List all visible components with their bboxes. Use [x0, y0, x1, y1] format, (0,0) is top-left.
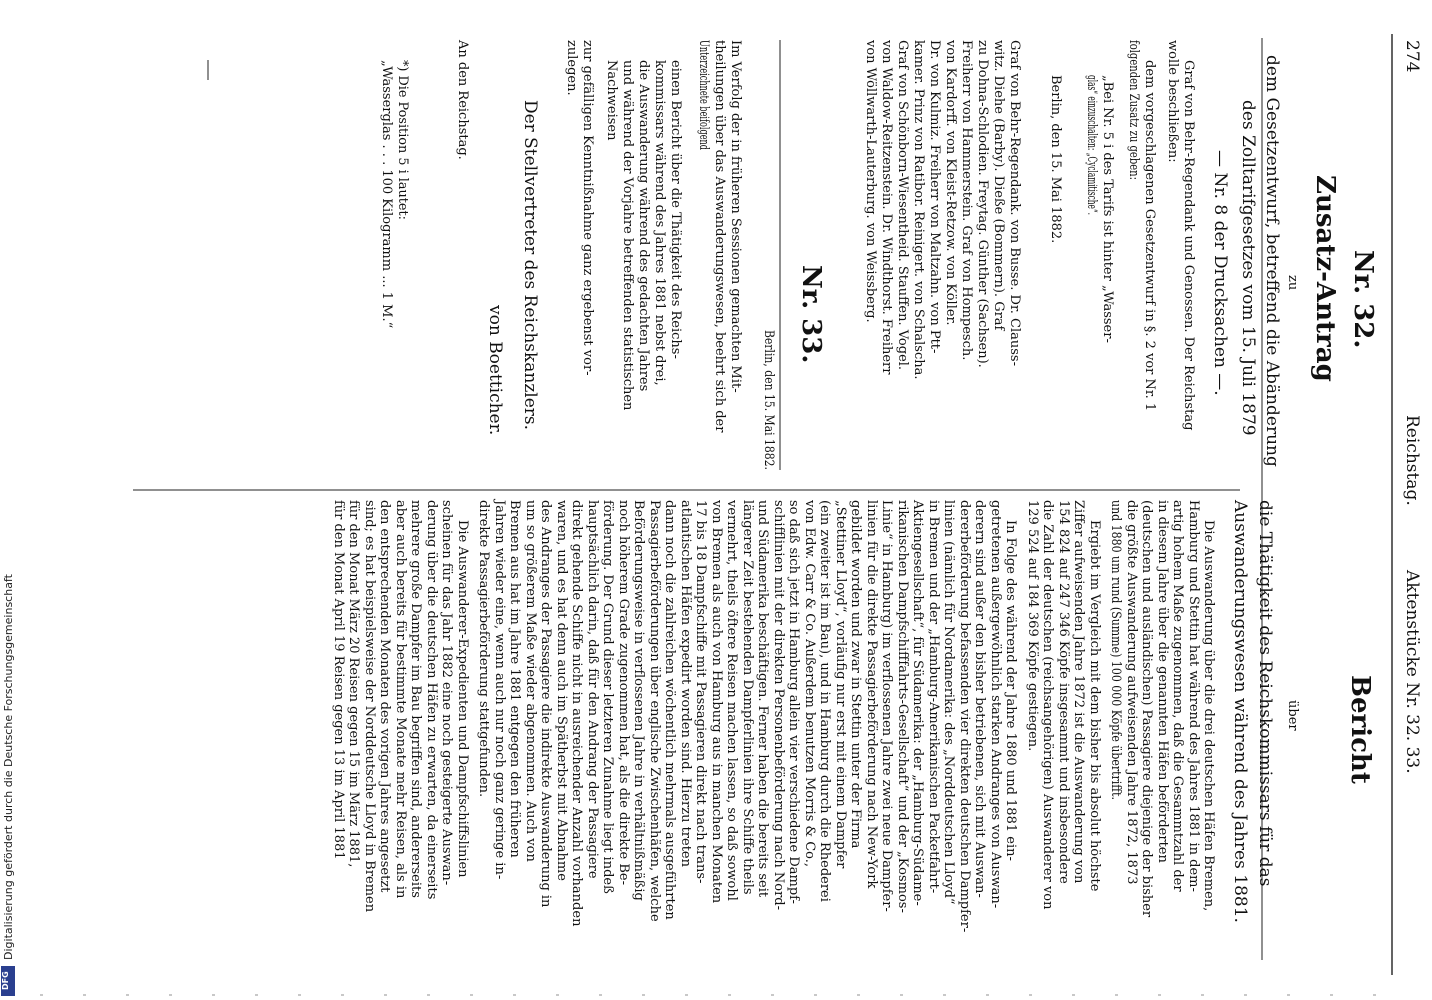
doc32-line: „Bei Nr. 5 i des Tarifs ist hinter „Wasser- — [1100, 75, 1115, 343]
dfg-logo: DFG — [1, 966, 15, 996]
doc32-line: folgenden Zusatz zu geben: — [1126, 40, 1141, 180]
doc32-signer-line: zu Dohna-Schlodien. Freytag. Günther (Sachsen). — [975, 40, 990, 368]
doc32-signer-line: kamer. Prinz von Ratibor. Reinigert. von Schalscha. — [911, 40, 926, 380]
report-line: Beförderungsweise in verflossenen Jahre in verhältnißmäßig — [631, 500, 646, 901]
report-line: rikanischen Dampfschifffahrts-Gesellschaft“ und der „Kosmos- — [894, 500, 910, 913]
doc32-signer-line: Graf von Behr-Regendank. von Busse. Dr. Clauss- — [1007, 40, 1022, 366]
report-line: hauptsächlich darin, daß für den Andrang der Passagiere — [584, 500, 600, 879]
report-subtitle-2: Auswanderungswesen während des Jahres 1881. — [1230, 500, 1250, 923]
doc32-kind: Zusatz-Antrag — [1310, 175, 1340, 382]
report-line: waren, und es hat denn auch im Spätherbst mit Abnahme — [553, 500, 569, 881]
doc33-line: theilungen über das Auswanderungswesen, beehrt sich der — [712, 40, 727, 433]
doc32-subject-1: dem Gesetzentwurf, betreffend die Abänderung — [1262, 55, 1282, 467]
report-line: und Südamerika beschäftigen. Ferner haben die bereits seit — [755, 500, 770, 898]
report-line: aber auch bereits für bestimmte Monate mehr Reisen, als in — [392, 500, 408, 899]
doc32-signer-line: Dr. von Kulmiz. Freiherr von Maltzahn. von Ptt- — [927, 40, 942, 354]
report-line: direkte Passagierbeförderung stattgefunden. — [476, 500, 491, 798]
report-line: (deutschen und ausländischen) Passagiere diejenige der bisher — [1139, 500, 1154, 918]
doc32-line: dem vorgeschlagenen Gesetzentwurf in §. 2 vor Nr. 1 — [1142, 60, 1157, 412]
report-ueber: über — [1285, 700, 1300, 731]
report-line: derern sind außer den bisher betriebenen, sich mit Auswan- — [972, 500, 987, 898]
report-line: Passagierbeförderungen über englische Zwischenhäfen, welche — [646, 500, 662, 922]
report-line: 129 524 auf 184 369 Köpfe gestiegen. — [1024, 500, 1040, 752]
report-line: dann noch die zahlreichen wöchentlich mehrmals ausgeführten — [662, 500, 677, 920]
report-line: (ein zweiter ist im Bau), und in Hamburg durch die Rhederei — [817, 500, 832, 902]
doc33-line: zulegen. — [564, 40, 579, 96]
report-line: förderung. Der Grund dieser letzteren Zunahme liegt indeß — [600, 500, 615, 894]
doc32-subject-2: des Zolltarifgesetzes vom 15. Juli 1879 — [1238, 100, 1258, 436]
report-line: Linie“ in Hamburg) im verflossenen Jahre zwei neue Dampfer- — [879, 500, 894, 912]
report-line: Ziffer aufweisenden Jahre 1872 ist die Auswanderung von — [1071, 500, 1086, 884]
report-line: Die Auswanderung über die drei deutschen Häfen Bremen, — [1201, 520, 1216, 912]
report-line: für den Monat März 20 Reisen gegen 15 im März 1881, — [346, 500, 361, 868]
report-line: derung über die deutschen Häfen zu erwarten, da einerseits — [423, 500, 439, 900]
doc33-number: Nr. 33. — [796, 265, 826, 364]
doc32-date: Berlin, den 15. Mai 1882. — [1048, 75, 1063, 244]
report-line: noch höherem Grade zugenommen hat, als die direkte Be- — [615, 500, 631, 885]
report-line: längerer Zeit bestehenden Dampferlinien ihre Schiffe theils — [739, 500, 755, 895]
report-line: Die Auswanderer-Expedienten und Dampfschiffslinien — [454, 520, 470, 878]
report-line: in diesem Jahre über die genannten Häfen beförderten — [1154, 500, 1170, 863]
report-line: für den Monat April 19 Reisen gegen 13 im April 1881 — [330, 500, 346, 860]
report-line: Hamburg und Stettin hat während des Jahres 1881 in dem- — [1185, 500, 1201, 892]
report-line: dererbeförderung befassenden vier direkten deutschen Dampfer- — [956, 500, 972, 933]
doc32-signer-line: witz. Diehe (Barby). Dieße (Bommern). Graf — [991, 40, 1006, 331]
doc32-signer-line: von Wöllwarth-Lauterburg. von Weissberg. — [863, 40, 878, 323]
report-line: von Edw. Carr & Co. Außerdem benutzen Morris & Co., — [801, 500, 817, 868]
section-heading: Aktenstücke Nr. 32. 33. — [1402, 570, 1422, 774]
doc32-signer-line: von Kardorff. von Kleist-Retzow. von Köller. — [943, 40, 958, 326]
report-line: 17 bis 18 Dampfschiffe mit Passagieren direkt nach trans- — [693, 500, 708, 884]
report-line: linien (nämlich für Nordamerika: des „Norddeutschen Lloyd“ — [941, 500, 956, 905]
doc32-subject-3: — Nr. 8 der Drucksachen —. — [1210, 150, 1230, 396]
report-line: artig hohem Maße zugenommen, daß die Gesammtzahl der — [1170, 500, 1185, 892]
doc33-line: einen Bericht über die Thätigkeit des Reichs- — [668, 60, 683, 359]
report-line: sind; es hat beispielsweise der Norddeutsche Lloyd in Bremen — [361, 500, 377, 913]
doc32-line: glas“ einzuschalten: „Cyclamitische“. — [1084, 75, 1099, 215]
report-title: Bericht — [1345, 675, 1375, 784]
doc32-signer-line: von Waldow-Reitzenstein. Dr. Windthorst. Freiherr — [879, 40, 894, 375]
doc33-line: Unterzeichnete beifolgend — [696, 40, 711, 150]
report-line: die Zahl der deutschen (reichsangehörigen) Auswanderer von — [1040, 500, 1055, 910]
report-line: so daß sich jetzt in Hamburg allein vier verschiedene Dampf- — [786, 500, 801, 904]
doc33-line: Im Verfolg der in früheren Sessionen gemachten Mit- — [728, 40, 743, 393]
running-head: Reichstag. — [1402, 415, 1422, 506]
report-line: von Bremen als auch von Hamburg aus in manchen Monaten — [708, 500, 724, 904]
doc32-zu: zu — [1285, 275, 1300, 291]
report-line: des Andranges der Passagiere die indirekte Auswanderung in — [538, 500, 553, 908]
doc32-signer-line: Graf von Schönborn-Wiesentheid. Stauffen. Vogel. — [895, 40, 910, 371]
digitization-imprint: Digitalisierung gefördert durch die Deutsche Forschungsgemeinschaft — [2, 574, 15, 960]
report-line: getretenen außergewöhnlich starken Andranges von Auswan- — [987, 500, 1003, 909]
footnote-line: *) Die Position 5 i lautet: — [395, 60, 410, 220]
doc32-line: wolle beschließen: — [1165, 40, 1180, 163]
footnote-line: „Wasserglas . . . 100 Kilogramm ... 1 M.“ — [379, 60, 394, 329]
report-line: atlantischen Häfen expedirt worden sind. Hierzu treten — [677, 500, 693, 868]
report-line: schifflinien mit der direkten Personenbeförderung nach Nord- — [770, 500, 786, 910]
report-line: Aktiengesellschaft“, für Südamerika: der „Hamburg-Südame- — [910, 500, 925, 906]
report-line: den entsprechenden Monaten des vorigen Jahres angesetzt — [377, 500, 392, 893]
report-line: Jahren wieder eine, wenn auch nur noch ganz geringe in- — [491, 500, 507, 880]
doc32-signer-line: Freiherr von Hammerstein. Graf von Hompesch. — [959, 40, 974, 361]
doc33-line: zur gefälligen Kenntnißnahme ganz ergebenst vor- — [580, 40, 595, 376]
report-line: Ergiebt im Vergleich mit dem bisher bis absolut höchste — [1086, 520, 1102, 892]
doc33-line: die Auswanderung während des gedachten Jahres — [636, 60, 651, 392]
report-line: in Bremen und der „Hamburg-Amerikanischen Packetfahrt- — [925, 500, 941, 894]
report-line: mehrere große Dampfer im Bau begriffen sind, andererseits — [408, 500, 423, 898]
report-line: die größte Auswanderung aufweisenden Jahre 1872, 1873 — [1123, 500, 1139, 885]
doc33-line: und während der Vorjahre betreffenden statistischen — [620, 60, 635, 411]
report-line: gebildet worden und zwar in Stettin unter der Firma — [848, 500, 863, 849]
doc33-signature-title: Der Stellvertreter des Reichskanzlers. — [520, 100, 540, 430]
report-line: vermehrt, theils öftere Reisen machen lassen, so daß sowohl — [724, 500, 739, 901]
report-subtitle-1: die Thätigkeit des Reichskommissars für das — [1255, 500, 1275, 887]
report-line: Bremen aus hat im Jahre 1881 entgegen den früheren — [507, 500, 522, 858]
report-line: linien für die direkte Passagierbeförderung nach New-York — [863, 500, 879, 889]
report-line: und 1880 um rund (Summe) 100 000 Köpfe übertrifft. — [1108, 500, 1123, 800]
doc33-line: kommissars während des Jahres 1881 nebst drei, — [652, 60, 667, 386]
report-line: In Folge des während der Jahre 1880 und 1881 ein- — [1003, 520, 1018, 861]
report-line: scheinen für das Jahr 1882 eine noch gesteigerte Auswan- — [439, 500, 454, 886]
report-line: „Stettiner Lloyd“, vorläufig nur erst mit einem Dampfer — [832, 500, 848, 869]
doc33-addressee: An den Reichstag. — [455, 40, 470, 160]
report-line: 154 824 auf 247 346 Köpfe insgesammt und insbesondere — [1055, 500, 1071, 884]
doc32-number: Nr. 32. — [1348, 250, 1378, 349]
report-line: direkt gehende Schiffe nicht in ausreichender Anzahl vorhanden — [569, 500, 584, 927]
doc33-line: Nachweisen — [604, 60, 619, 141]
doc33-signature-name: von Boetticher. — [485, 305, 505, 436]
doc33-date: Berlin, den 15. Mai 1882. — [761, 330, 776, 470]
doc32-line: Graf von Behr-Regendank und Genossen. Der Reichstag — [1181, 60, 1196, 431]
report-line: um so größerem Maße wieder abgenommen. Auch von — [522, 500, 538, 862]
page-number: 274 — [1402, 40, 1422, 73]
